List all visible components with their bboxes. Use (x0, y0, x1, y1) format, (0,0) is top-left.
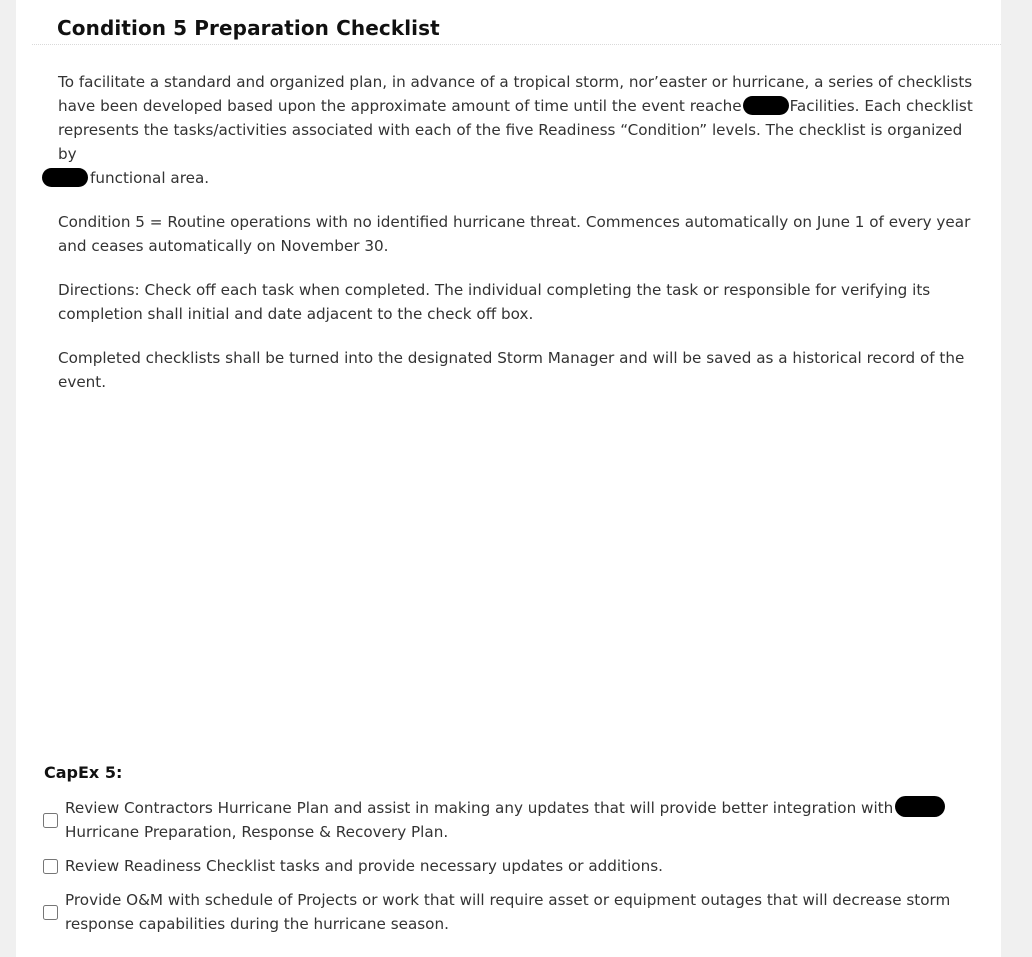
task-item (43, 854, 978, 878)
checklist-page (16, 0, 1001, 957)
task-item (43, 796, 978, 844)
task-checkbox[interactable] (43, 859, 58, 874)
intro-text-part-3: functional area. (90, 169, 210, 187)
intro-section (58, 70, 973, 414)
task-label (65, 796, 978, 844)
task-checkbox[interactable] (43, 905, 58, 920)
task-text: Review Contractors Hurricane Plan and assist in making any updates that will provide better integration with (65, 799, 894, 817)
task-item (43, 888, 978, 936)
redaction-mark (743, 96, 789, 115)
task-checkbox[interactable] (43, 813, 58, 828)
intro-paragraph-directions: Directions: Check off each task when completed. The individual completing the task or responsible for verifying its completion shall initial and date adjacent to the check off box. (58, 281, 931, 323)
redaction-mark (895, 796, 945, 817)
intro-paragraph-condition: Condition 5 = Routine operations with no identified hurricane threat. Commences automatically on June 1 of every year and ceases automatically on November 30. (58, 213, 971, 255)
task-text: Hurricane Preparation, Response & Recovery Plan. (65, 823, 449, 841)
intro-paragraph-completion: Completed checklists shall be turned into the designated Storm Manager and will be saved as a historical record of the event. (58, 349, 965, 391)
page-title: Condition 5 Preparation Checklist (57, 16, 440, 40)
capex-heading: CapEx 5: (44, 763, 123, 782)
intro-paragraph-purpose (58, 70, 973, 190)
title-divider (32, 44, 1001, 45)
task-label: Provide O&M with schedule of Projects or work that will require asset or equipment outages that will decrease storm response capabilities during the hurricane season. (65, 891, 951, 933)
redaction-mark (42, 168, 88, 187)
intro-text-part-2: Facilities. Each checklist represents the tasks/activities associated with each of the five Readiness “Condition” levels. The checklist is organized by (58, 97, 973, 163)
task-label: Review Readiness Checklist tasks and provide necessary updates or additions. (65, 857, 663, 875)
intro-text-part-1: To facilitate a standard and organized plan, in advance of a tropical storm, nor’easter or hurricane, a series of checklists have been developed based upon the approximate amount of time until the event reache (58, 73, 973, 115)
